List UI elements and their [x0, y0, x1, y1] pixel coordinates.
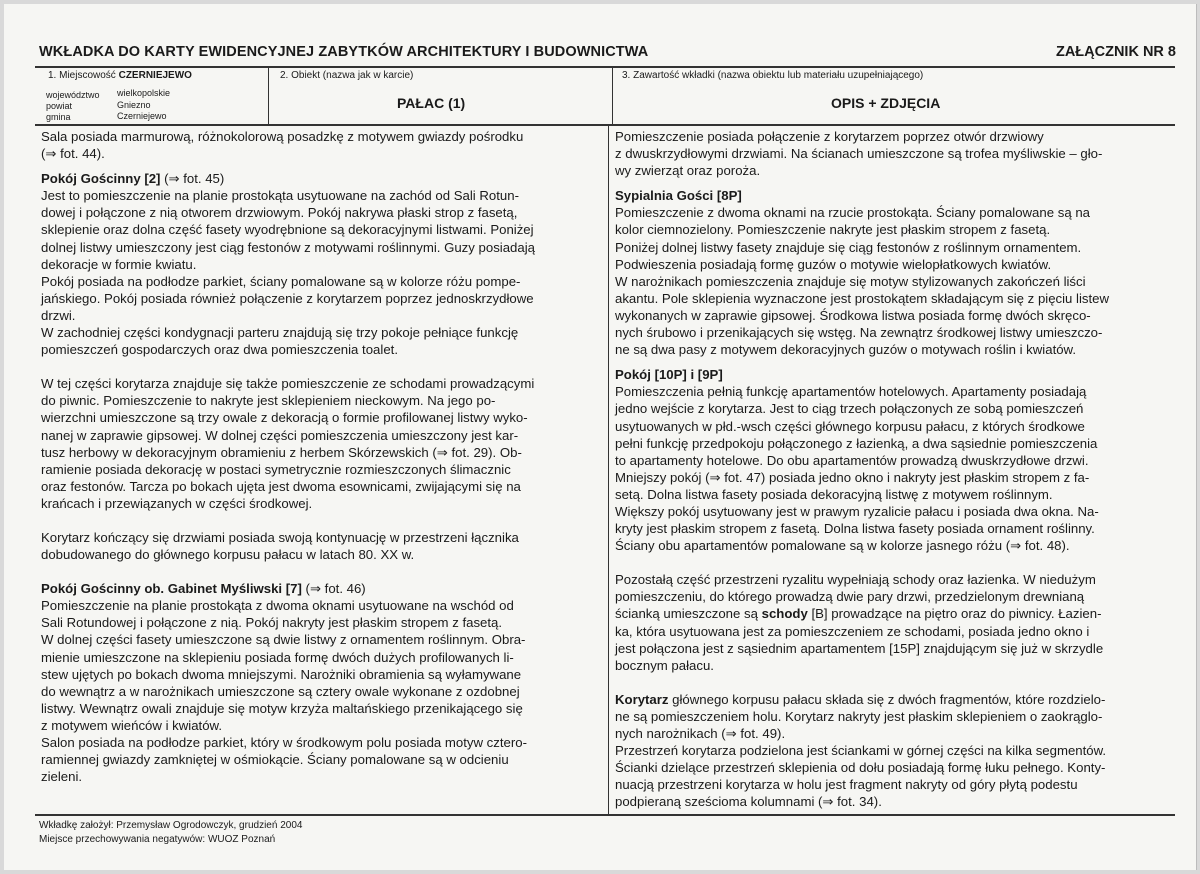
text-line: ramiennej gwiazdy zamkniętej w ośmiokącie. Ściany pomalowane są w odcieniu	[41, 752, 509, 768]
footer-negatives-storage: Miejsce przechowywania negatywów: WUOZ Poznań	[39, 834, 276, 845]
text-line: listwy. Wewnątrz owali znajduje się motyw krzyża maltańskiego przenikającego się	[41, 700, 523, 716]
text-line: kryty jest płaskim stropem z fasetą. Dolna listwa fasety posiada ornament roślinny.	[615, 521, 1095, 537]
text-line: krańcach i przewiązanych w części środkowej.	[41, 495, 313, 511]
text-line: wykonanych w zaprawie gipsowej. Środkowa listwa posiada formę dwóch skręco-	[615, 307, 1091, 323]
commune-key: gmina	[46, 112, 71, 122]
county-key: powiat	[46, 101, 73, 111]
text-line: (⇒ fot. 44).	[41, 146, 105, 162]
text-line: sklepienie oraz dolna część fasety wyodrębnione są dekoracyjnymi listwami. Poniżej	[41, 222, 534, 238]
text-line: ścianką umieszczone są schody [B] prowadzące na piętro oraz do piwnicy. Łazien-	[615, 606, 1102, 622]
text-line: Pomieszczenie posiada połączenie z korytarzem poprzez otwór drzwiowy	[615, 129, 1044, 144]
text-line: nych narożnikach (⇒ fot. 49).	[615, 726, 786, 741]
annex-number: ZAŁĄCZNIK NR 8	[1055, 44, 1176, 60]
section-heading-guest-bedroom-8p: Sypialnia Gości [8P]	[615, 188, 742, 204]
text-line: Pomieszczenie z dwoma oknami na rzucie prostokąta. Ściany pomalowane są na	[615, 205, 1090, 221]
text-line: jańskiego. Pokój posiada również połączenie z korytarzem poprzez jednoskrzydłowe	[41, 290, 534, 306]
commune-value: Czerniejewo	[117, 111, 167, 121]
text-line: to apartamenty hotelowe. Do obu apartamentów prowadzą dwuskrzydłowe drzwi.	[615, 452, 1089, 468]
document-sheet	[4, 4, 1197, 870]
object-label: 2. Obiekt (nazwa jak w karcie)	[280, 70, 414, 81]
text-line: nuacją przestrzeni korytarza w holu jest fragment nakryty od góry płytą podestu	[615, 777, 1078, 793]
text-line: akantu. Pole sklepienia wyznaczone jest prostokątem składającym się z pięciu listew	[615, 290, 1110, 306]
text-line: podpieraną sześcioma kolumnami (⇒ fot. 34).	[615, 794, 882, 810]
text-line: Ścianki dzielące przestrzeń sklepienia od dołu posiadają formę łuku pełnego. Konty-	[615, 760, 1106, 776]
section-heading-hunting-study-7: Pokój Gościnny ob. Gabinet Myśliwski [7] (⇒ fot. 46)	[41, 581, 366, 597]
text-line: zieleni.	[41, 769, 83, 785]
text-line: W narożnikach pomieszczenia znajduje się motyw stylizowanych zakończeń liści	[615, 273, 1086, 289]
right-column	[615, 128, 1175, 810]
text-line: dobudowanego do głównego korpusu pałacu w latach 80. XX w.	[41, 547, 415, 563]
text-line: dolnej listwy umieszczony jest ciąg festonów z motywami roślinnymi. Guzy posiadają	[41, 239, 535, 255]
text-line: pomieszczeniu, do którego prowadzą dwie pary drzwi, przedzielonym drewnianą	[615, 589, 1085, 605]
header-box-divider-1	[268, 66, 269, 125]
text-line: bocznym pałacu.	[615, 657, 714, 673]
text-line: Pokój posiada na podłodze parkiet, ściany pomalowane są w kolorze różu pompe-	[41, 273, 521, 289]
text-line: pełni funkcję przedpokoju połączonego z łazienką, a dwa sąsiednie pomieszczenia	[615, 435, 1098, 451]
text-line: z dwuskrzydłowymi drzwiami. Na ścianach umieszczone są trofea myśliwskie – gło-	[615, 146, 1103, 162]
text-line: dekoracje w formie kwiatu.	[41, 256, 197, 272]
text-line: do piwnic. Pomieszczenie to nakryte jest sklepieniem nieckowym. Na jego po-	[41, 393, 496, 409]
text-line: ka, która usytuowana jest za pomieszczeniem ze schodami, posiada jedno okno i	[615, 623, 1090, 639]
footer-author: Wkładkę założył: Przemysław Ogrodowczyk, grudzień 2004	[39, 820, 303, 831]
text-line: kolor ciemnozielony. Pomieszczenie nakryte jest płaskim stropem z fasetą.	[615, 222, 1051, 238]
text-line: tusz herbowy w dekoracyjnym obramieniu z herbem Skórzewskich (⇒ fot. 29). Ob-	[41, 444, 522, 460]
text-line: do wewnątrz a w narożnikach umieszczone są cztery owale wykonane z ozdobnej	[41, 683, 520, 699]
text-line: jedno wejście z korytarza. Jest to ciąg trzech połączonych ze sobą pomieszczeń	[615, 401, 1084, 417]
text-line: Korytarz głównego korpusu pałacu składa się z dwóch fragmentów, które rozdzielo-	[615, 691, 1106, 707]
text-line: Jest to pomieszczenie na planie prostokąta usytuowane na zachód od Sali Rotun-	[41, 188, 519, 204]
voivodeship-value: wielkopolskie	[117, 88, 171, 98]
text-line: Pomieszczenia pełnią funkcję apartamentów hotelowych. Apartamenty posiadają	[615, 384, 1087, 400]
text-line: oraz festonów. Tarcza po bokach ujęta jest dwoma esownicami, zwijającymi się na	[41, 478, 521, 494]
text-line: W dolnej części fasety umieszczone są dwie listwy z ornamentem roślinnym. Obra-	[41, 632, 526, 648]
text-line: pomieszczeń gospodarczych oraz dwa pomieszczenia toalet.	[41, 342, 398, 358]
section-heading-guest-room-2: Pokój Gościnny [2] (⇒ fot. 45)	[41, 171, 225, 187]
text-line: Ściany obu apartamentów pomalowane są w kolorze jasnego różu (⇒ fot. 48).	[615, 538, 1070, 554]
footer-rule	[35, 814, 1175, 816]
location-label: 1. Miejscowość CZERNIEJEWO	[48, 70, 192, 81]
section-heading-rooms-10p-9p: Pokój [10P] i [9P]	[615, 367, 723, 383]
text-line: Poniżej dolnej listwy fasety znajduje się ciąg festonów z roślinnym ornamentem.	[615, 239, 1082, 255]
text-line: Przestrzeń korytarza podzielona jest ściankami w górnej części na kilka segmentów.	[615, 743, 1107, 759]
text-line: usytuowanych w płd.-wsch części głównego korpusu pałacu, z których środkowe	[615, 418, 1085, 434]
object-value: PAŁAC (1)	[397, 95, 466, 111]
text-line: ramienie posiada dekorację w postaci symetrycznie rozmieszczonych ślimacznic	[41, 461, 511, 477]
header-box-divider-2	[612, 66, 613, 125]
contents-value: OPIS + ZDJĘCIA	[831, 95, 941, 111]
text-line: Pomieszczenie na planie prostokąta z dwoma oknami usytuowane na wschód od	[41, 598, 514, 614]
text-line: z motywem wieńców i kwiatów.	[41, 717, 223, 733]
contents-label: 3. Zawartość wkładki (nazwa obiektu lub materiału uzupełniającego)	[622, 70, 924, 81]
county-value: Gniezno	[117, 100, 151, 110]
left-column	[41, 128, 596, 785]
voivodeship-key: województwo	[46, 90, 100, 100]
text-line: dowej i połączone z nią otworem drzwiowym. Pokój nakrywa płaski strop z fasetą,	[41, 205, 518, 221]
text-line: Większy pokój usytuowany jest w prawym ryzalicie pałacu i posiada dwa okna. Na-	[615, 503, 1099, 519]
document-title: WKŁADKA DO KARTY EWIDENCYJNEJ ZABYTKÓW ARCHITEKTURY I BUDOWNICTWA	[39, 44, 649, 60]
text-line: W tej części korytarza znajduje się także pomieszczenie ze schodami prowadzącymi	[41, 376, 535, 392]
text-line: Mniejszy pokój (⇒ fot. 47) posiada jedno okno i nakryty jest płaskim stropem z fa-	[615, 469, 1090, 485]
text-line: Korytarz kończący się drzwiami posiada swoją kontynuację w przestrzeni łącznika	[41, 529, 519, 545]
text-line: nych śrubowo i przenikających się wstęg. Na zewnątrz środkowej listwy umieszczo-	[615, 325, 1103, 341]
text-line: Salon posiada na podłodze parkiet, który w środkowym polu posiada motyw cztero-	[41, 735, 527, 750]
text-line: mienie umieszczone na sklepieniu posiada formę dwóch dużych profilowanych li-	[41, 649, 514, 665]
header-box-top-rule	[35, 66, 1175, 68]
text-line: wierzchni umieszczone są trzy owale z dekoracją o formie profilowanej listwy wyko-	[41, 410, 528, 426]
text-line: ne są pomieszczeniem holu. Korytarz nakryty jest płaskim sklepieniem o zaokrąglo-	[615, 708, 1103, 724]
column-divider	[608, 125, 609, 815]
header-box-bottom-rule	[35, 124, 1175, 126]
text-line: nanej w zaprawie gipsowej. W dolnej części pomieszczenia umieszczony jest kar-	[41, 427, 519, 443]
text-line: Sali Rotundowej i połączone z nią. Pokój nakryty jest płaskim stropem z fasetą.	[41, 615, 503, 631]
text-line: wy zwierząt oraz poroża.	[615, 163, 761, 179]
text-line: Podwieszenia posiadają formę guzów o motywie wielopłatkowych kwiatów.	[615, 256, 1052, 272]
text-line: drzwi.	[41, 307, 76, 323]
text-line: W zachodniej części kondygnacji parteru znajdują się trzy pokoje pełniące funkcję	[41, 325, 519, 341]
text-line: Pozostałą część przestrzeni ryzalitu wypełniają schody oraz łazienka. W niedużym	[615, 572, 1096, 588]
text-line: setą. Dolna listwa fasety posiada dekoracyjną listwę z motywem roślinnym.	[615, 486, 1053, 502]
text-line: Sala posiada marmurową, różnokolorową posadzkę z motywem gwiazdy pośrodku	[41, 129, 524, 144]
text-line: jest połączona jest z sąsiednim apartamentem [15P] znajdującym się już w skrzydle	[615, 640, 1104, 656]
text-line: ne są dwa pasy z motywem dekoracyjnych guzów o motywach roślin i kwiatów.	[615, 342, 1077, 358]
text-line: stew ujętych po bokach dwoma mniejszymi. Narożniki obramienia są wyłamywane	[41, 666, 522, 682]
